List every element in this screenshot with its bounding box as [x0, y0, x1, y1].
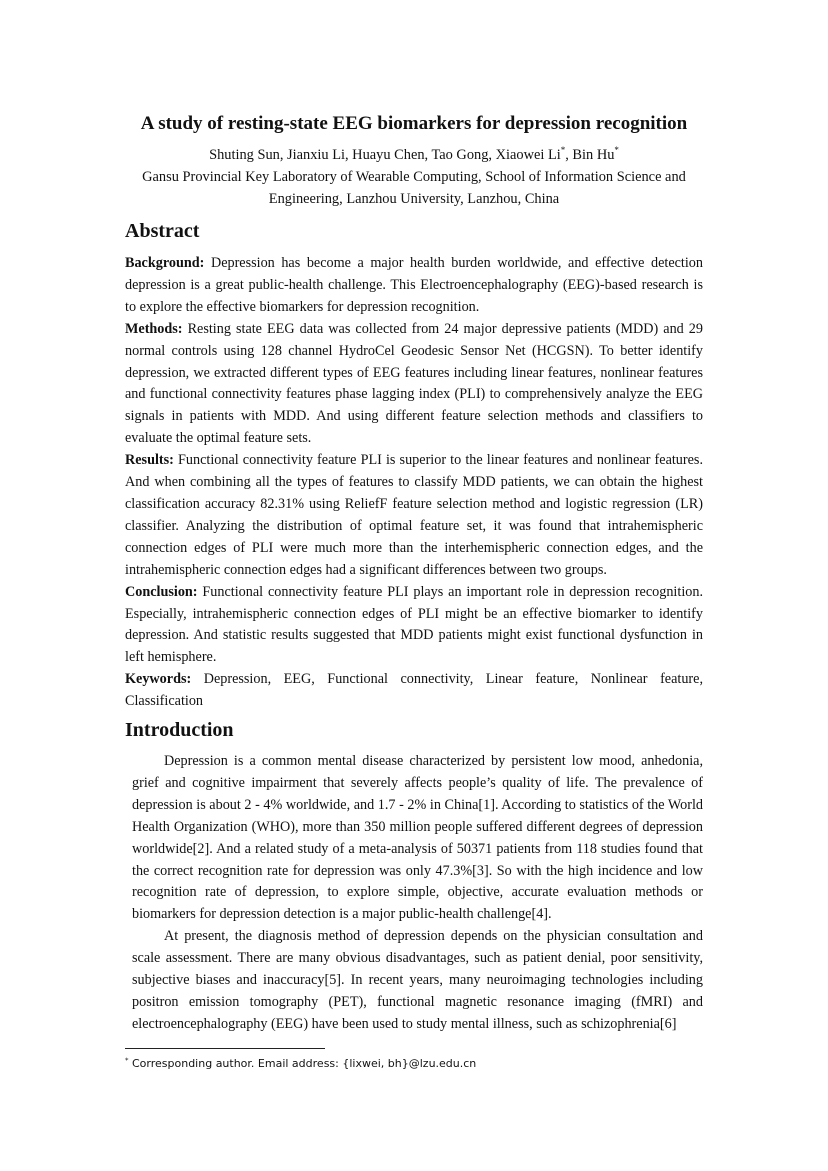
- abstract-keywords: [125, 669, 703, 713]
- background-text: Depression has become a major health burden worldwide, and effective detection depression is a great public-health challenge. This Electroencephalography (EEG)-based research is to explore the effective biomarkers for depression recognition.: [125, 255, 703, 315]
- background-label: Background:: [125, 255, 205, 271]
- footnote-rule: [125, 1048, 325, 1049]
- abstract-heading: Abstract: [125, 220, 200, 242]
- author-last: , Bin Hu: [565, 147, 615, 163]
- intro-paragraph: At present, the diagnosis method of depression depends on the physician consultation and scale assessment. There are many obvious disadvantages, such as patient denial, poor sensitivity, subjective biases and inaccuracy[5]. In recent years, many neuroimaging technologies including positron emission tomography (PET), functional magnetic resonance imaging (fMRI) and electroencephalography (EEG) have been used to study mental illness, such as schizophrenia[6]: [132, 928, 703, 1032]
- conclusion-label: Conclusion:: [125, 583, 198, 600]
- paper-title: A study of resting-state EEG biomarkers for depression recognition: [140, 113, 688, 134]
- results-label: Results:: [125, 452, 174, 469]
- introduction-body: [132, 751, 703, 1036]
- corresponding-mark: *: [614, 145, 619, 156]
- abstract-background: [125, 253, 703, 319]
- results-text: Functional connectivity feature PLI is superior to the linear features and nonlinear features. And when combining all the types of features to classify MDD patients, we can obtain the highest classification accuracy 82.31% using ReliefF feature selection method and logistic regression (LR) classifier. Analyzing the distribution of optimal feature set, it was found that intrahemispheric connection edges of PLI were much more than the interhemispheric connection edges, and the intrahemispheric connection edges had a significant differences between two groups.: [125, 452, 703, 578]
- abstract-methods: [125, 319, 703, 450]
- footnote-text: Corresponding author. Email address: {lixwei, bh}@lzu.edu.cn: [128, 1057, 477, 1070]
- introduction-heading: Introduction: [125, 719, 234, 741]
- author-names: Shuting Sun, Jianxiu Li, Huayu Chen, Tao Gong, Xiaowei Li: [209, 147, 561, 163]
- abstract-results: [125, 450, 703, 581]
- methods-text: Resting state EEG data was collected from 24 major depressive patients (MDD) and 29 normal controls using 128 channel HydroCel Geodesic Sensor Net (HCGSN). To better identify depression, we extracted different types of EEG features including linear features, nonlinear features and functional connectivity features phase lagging index (PLI) to comprehensively analyze the EEG signals in patients with MDD. And using different feature selection methods and classifiers to evaluate the optimal feature sets.: [125, 320, 703, 447]
- affiliation: Gansu Provincial Key Laboratory of Wearable Computing, School of Information Science and Engineering, Lanzhou University, Lanzhou, China: [142, 169, 686, 207]
- conclusion-text: Functional connectivity feature PLI plays an important role in depression recognition. Especially, intrahemispheric connection edges of PLI might be an effective biomarker to identify depression. And statistic results suggested that MDD patients might exist functional dysfunction in left hemisphere.: [125, 583, 703, 666]
- methods-label: Methods:: [125, 320, 183, 337]
- keywords-label: Keywords:: [125, 671, 192, 688]
- abstract-body: [125, 253, 703, 713]
- intro-paragraph: Depression is a common mental disease characterized by persistent low mood, anhedonia, grief and cognitive impairment that severely affects people’s quality of life. The prevalence of depression is about 2 - 4% worldwide, and 1.7 - 2% in China[1]. According to statistics of the World Health Organization (WHO), more than 350 million people suffered different degrees of depression worldwide[2]. And a related study of a meta-analysis of 50371 patients from 118 studies found that the correct recognition rate for depression was only 47.3%[3]. So with the high incidence and low recognition rate of depression, to explore simple, objective, accurate evaluation methods or biomarkers for depression detection is a major public-health challenge[4].: [132, 753, 703, 923]
- footnote-mark: *: [125, 1056, 129, 1065]
- abstract-conclusion: [125, 582, 703, 670]
- author-list: [0, 145, 828, 165]
- keywords-text: Depression, EEG, Functional connectivity, Linear feature, Nonlinear feature, Classification: [125, 671, 703, 710]
- corresponding-mark: *: [560, 145, 566, 156]
- footnote: [125, 1056, 705, 1072]
